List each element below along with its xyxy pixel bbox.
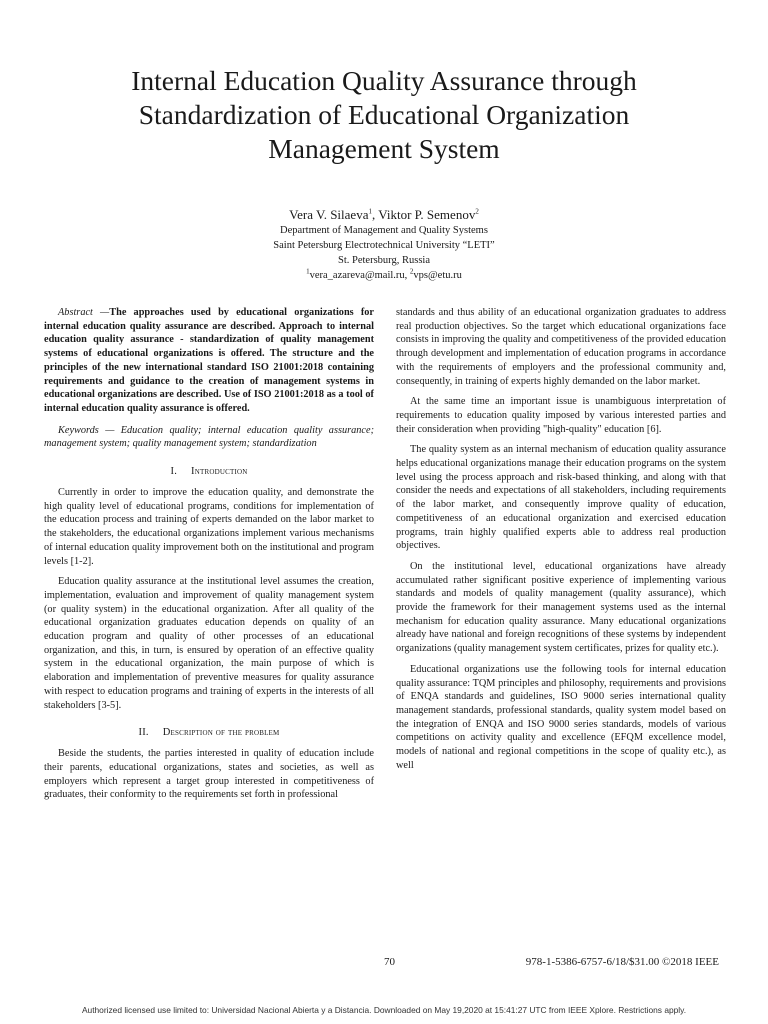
affiliation-university: Saint Petersburg Electrotechnical University “LETI” [273, 240, 495, 251]
right-paragraph: On the institutional level, educational organizations have already accumulated rather significant positive experience of implementing various standards and models of quality management (quality assurance), which provide the framework for their management systems used as the internal mechanism for education quality assurance. Many educational organizations already have national and foreign recognitions of these systems by independent organizations (quality management system certificates, prizes for quality etc.). [396, 560, 726, 655]
email-1: vera_azareva@mail.ru, [309, 270, 410, 281]
section-2-number: II. [138, 727, 149, 739]
affiliation-city: St. Petersburg, Russia [338, 255, 430, 266]
section-2-heading [44, 726, 374, 740]
section-1-paragraph: Education quality assurance at the institutional level assumes the creation, implementation, evaluation and improvement of quality management system (or quality system) in the educational organization. After all quality of the educational organization graduates education depends on quality of an education program and quality of other processes of an educational organization, and this, in turn, is ensured by operation of an effective quality system in the educational organization, the main purpose of which is elaboration and implementation of preventive measures for quality assurance with respect to education programs and training of experts in the interests of all stakeholders [3-5]. [44, 576, 374, 711]
paper-title [60, 64, 708, 166]
email-2: vps@etu.ru [413, 270, 462, 281]
section-2-paragraph: Beside the students, the parties interested in quality of education include their parents, educational organizations, states and societies, as well as employers which represent a target group interested in competitiveness of graduates, their conformity to the requirements set forth in professional [44, 748, 374, 801]
section-1-heading [44, 465, 374, 479]
right-column [396, 306, 726, 780]
author-emails [120, 268, 648, 283]
email-2-sup: 2 [409, 267, 414, 276]
right-paragraph: standards and thus ability of an educational organization graduates to address real production objectives. So the target which educational organizations face consists in improving the quality and competitiveness of the provided education through development and implementation of education programs in accordance with the requirements of employers and the professional community and, consequently, in training of experts highly demanded on the labor market. [396, 307, 726, 387]
title-line-1: Internal Education Quality Assurance through [131, 65, 637, 96]
page-number: 70 [384, 956, 395, 968]
abstract [44, 306, 374, 416]
section-1-number: I. [170, 466, 178, 478]
keywords: Keywords — Education quality; internal education quality assurance; management system; quality management system; standardization [44, 424, 374, 450]
right-paragraph: At the same time an important issue is unambiguous interpretation of requirements to education quality imposed by various interested parties and their consideration when providing "high-quality" education [6]. [396, 396, 726, 435]
section-1-paragraph: Currently in order to improve the education quality, and demonstrate the high quality level of educational programs, conditions for implementation of the education process and training of experts demanded on the labor market to the stakeholders, the educational organizations implement various mechanisms of internal education quality improvement both on the institutional and program levels [1-2]. [44, 487, 374, 567]
title-line-3: Management System [268, 133, 500, 164]
section-1-title: Introduction [191, 466, 248, 478]
left-column [44, 306, 374, 809]
section-2-title: Description of the problem [162, 727, 280, 739]
license-notice: Authorized licensed use limited to: Universidad Nacional Abierta y a Distancia. Downloaded on May 19,2020 at 15:41:27 UTC from IEEE Xplore. Restrictions apply. [81, 1005, 687, 1015]
author-1-sup: 1 [368, 207, 372, 216]
author-2-sup: 2 [475, 207, 479, 216]
author-separator: , [371, 207, 379, 222]
email-1-sup: 1 [306, 267, 310, 276]
author-2: Viktor P. Semenov [378, 207, 476, 222]
abstract-text: The approaches used by educational organizations for internal education quality assurance are described. Approach to internal education quality assurance - standardization of quality management systems of educational organizations is offered. The structure and the principles of the new international standard ISO 21001:2018 containing requirements and guidance to the creation of management systems in educational organizations are described. Use of ISO 21001:2018 as a tool of internal education quality assurance is offered. [44, 307, 374, 414]
title-line-2: Standardization of Educational Organization [138, 99, 630, 130]
isbn-copyright: 978-1-5386-6757-6/18/$31.00 ©2018 IEEE [525, 956, 719, 968]
abstract-lead: Abstract — [58, 307, 110, 318]
author-names [120, 207, 648, 223]
affiliation-department: Department of Management and Quality Systems [280, 225, 488, 236]
right-paragraph: The quality system as an internal mechanism of education quality assurance helps educational organizations manage their education programs on the system level using the process approach and risk-based thinking, and along with that consider the needs and expectations of all stakeholders, including requirements of the labor market, and consequently improve quality of education, competitiveness of an educational organization and exercised education programs, train highly qualified experts able to address real production objectives. [396, 444, 726, 552]
author-block [120, 207, 648, 283]
right-paragraph: Educational organizations use the following tools for internal education quality assurance: TQM principles and philosophy, requirements and provisions of ENQA standards and guidelines, ISO 9000 series international quality management standards, professional standards, quality system model based on the integration of ENQA and ISO 9000 series standards, models of various competitions on activity quality and excellence (EFQM excellence model, models of national and regional competitions in the scope of quality etc.), as well [396, 663, 726, 771]
author-1: Vera V. Silaeva [289, 207, 369, 222]
